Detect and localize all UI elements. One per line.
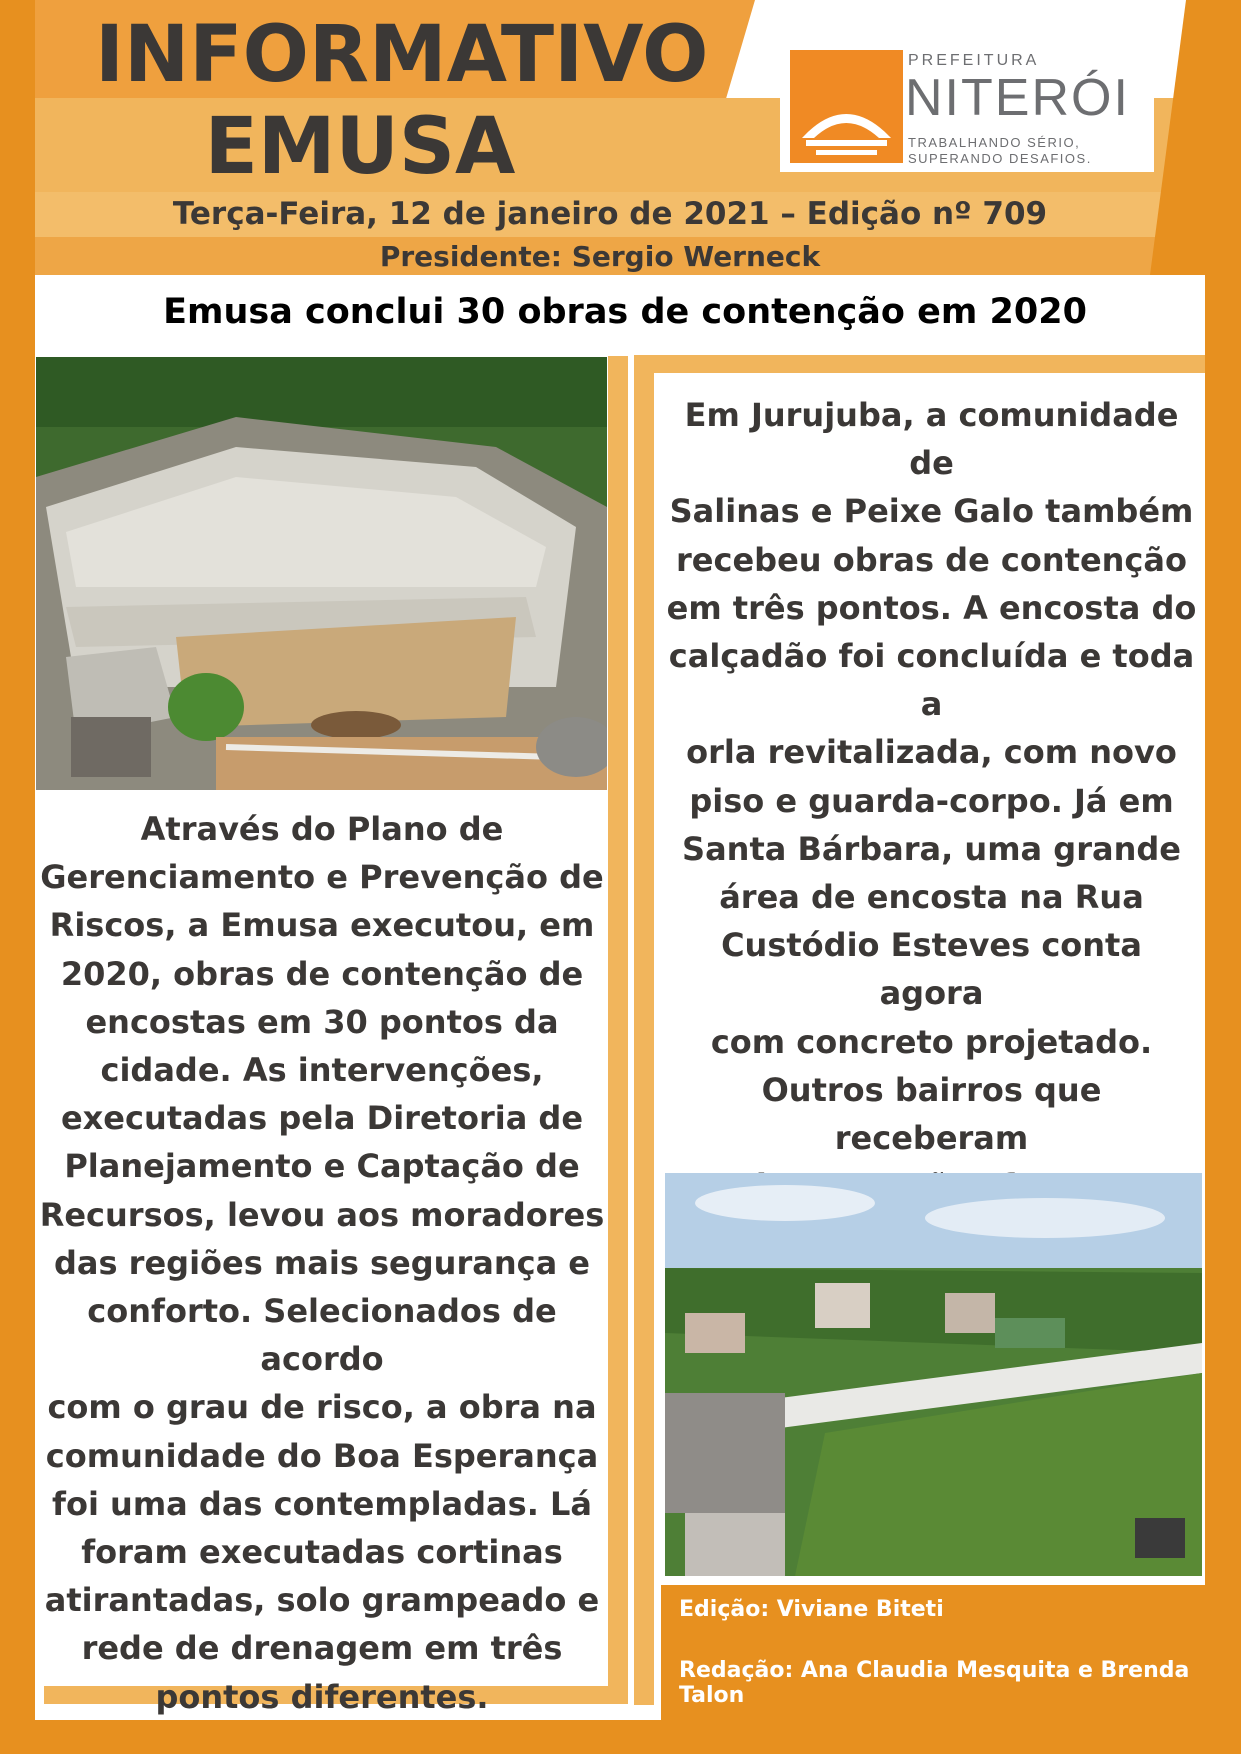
right-column-border-left <box>634 355 654 1705</box>
left-photo <box>36 357 607 790</box>
left-article-line: Recursos, levou aos moradores <box>39 1195 605 1234</box>
right-article-line: Custódio Esteves conta agora <box>721 926 1142 1013</box>
dateline: Terça-Feira, 12 de janeiro de 2021 – Edição nº 709 <box>172 196 1048 232</box>
left-article-line: das regiões mais segurança e <box>53 1243 590 1282</box>
left-article-line: 2020, obras de contenção de <box>60 954 584 993</box>
left-article <box>36 805 608 1721</box>
left-article-line: conforto. Selecionados de acordo <box>87 1292 557 1379</box>
article-headline: Emusa conclui 30 obras de contenção em 2020 <box>163 292 1087 332</box>
right-article-line: com concreto projetado. <box>710 1022 1153 1061</box>
right-article-line: Em Jurujuba, a comunidade de <box>684 396 1179 483</box>
masthead-title-line2: EMUSA <box>204 102 516 192</box>
logo-mark-icon <box>790 50 903 163</box>
right-column-border-top <box>634 355 1205 373</box>
left-article-line: rede de drenagem em três <box>81 1629 563 1668</box>
right-article-line: recebeu obras de contenção <box>676 540 1187 579</box>
right-article-line: Outros bairros que receberam <box>761 1070 1102 1158</box>
left-article-line: pontos diferentes. <box>155 1677 489 1716</box>
left-article-line: com o grau de risco, a obra na <box>47 1388 597 1427</box>
right-article-line: Santa Bárbara, uma grande <box>682 829 1181 868</box>
left-article-line: Planejamento e Captação de <box>64 1147 580 1186</box>
right-article-line: orla revitalizada, com novo <box>686 733 1177 772</box>
right-article-line: piso e guarda-corpo. Já em <box>689 781 1174 820</box>
right-photo <box>665 1173 1202 1576</box>
credit-writing: Redação: Ana Claudia Mesquita e Brenda Talon <box>679 1658 1190 1708</box>
left-article-line: atirantadas, solo grampeado e <box>44 1581 600 1620</box>
left-article-line: foram executadas cortinas <box>81 1533 563 1572</box>
right-article-line: em três pontos. A encosta do <box>666 588 1197 627</box>
right-article-line: Salinas e Peixe Galo também <box>669 492 1194 531</box>
credit-edition: Edição: Viviane Biteti <box>679 1597 944 1622</box>
right-article-line: área de encosta na Rua <box>719 878 1144 917</box>
left-article-line: encostas em 30 pontos da <box>85 1002 559 1041</box>
logo-prefix: PREFEITURA <box>908 52 1040 69</box>
left-article-line: Através do Plano de <box>140 810 504 848</box>
masthead-title-line1: INFORMATIVO <box>95 10 709 100</box>
left-article-line: executadas pela Diretoria de <box>60 1099 584 1138</box>
prefeitura-logo <box>780 42 1154 172</box>
president-line: Presidente: Sergio Werneck <box>379 240 821 273</box>
right-article-line: calçadão foi concluída e toda a <box>668 637 1195 724</box>
logo-tagline-1: TRABALHANDO SÉRIO, <box>908 135 1081 150</box>
left-column-border-right <box>608 356 628 1686</box>
left-article-line: foi uma das contempladas. Lá <box>52 1484 592 1523</box>
logo-tagline-2: SUPERANDO DESAFIOS. <box>908 151 1092 166</box>
left-article-line: comunidade do Boa Esperança <box>45 1436 599 1475</box>
left-article-line: Riscos, a Emusa executou, em <box>49 906 595 945</box>
left-article-line: Gerenciamento e Prevenção de <box>40 858 604 897</box>
left-article-line: cidade. As intervenções, <box>100 1051 544 1090</box>
logo-city-name: NITERÓI <box>905 69 1130 127</box>
